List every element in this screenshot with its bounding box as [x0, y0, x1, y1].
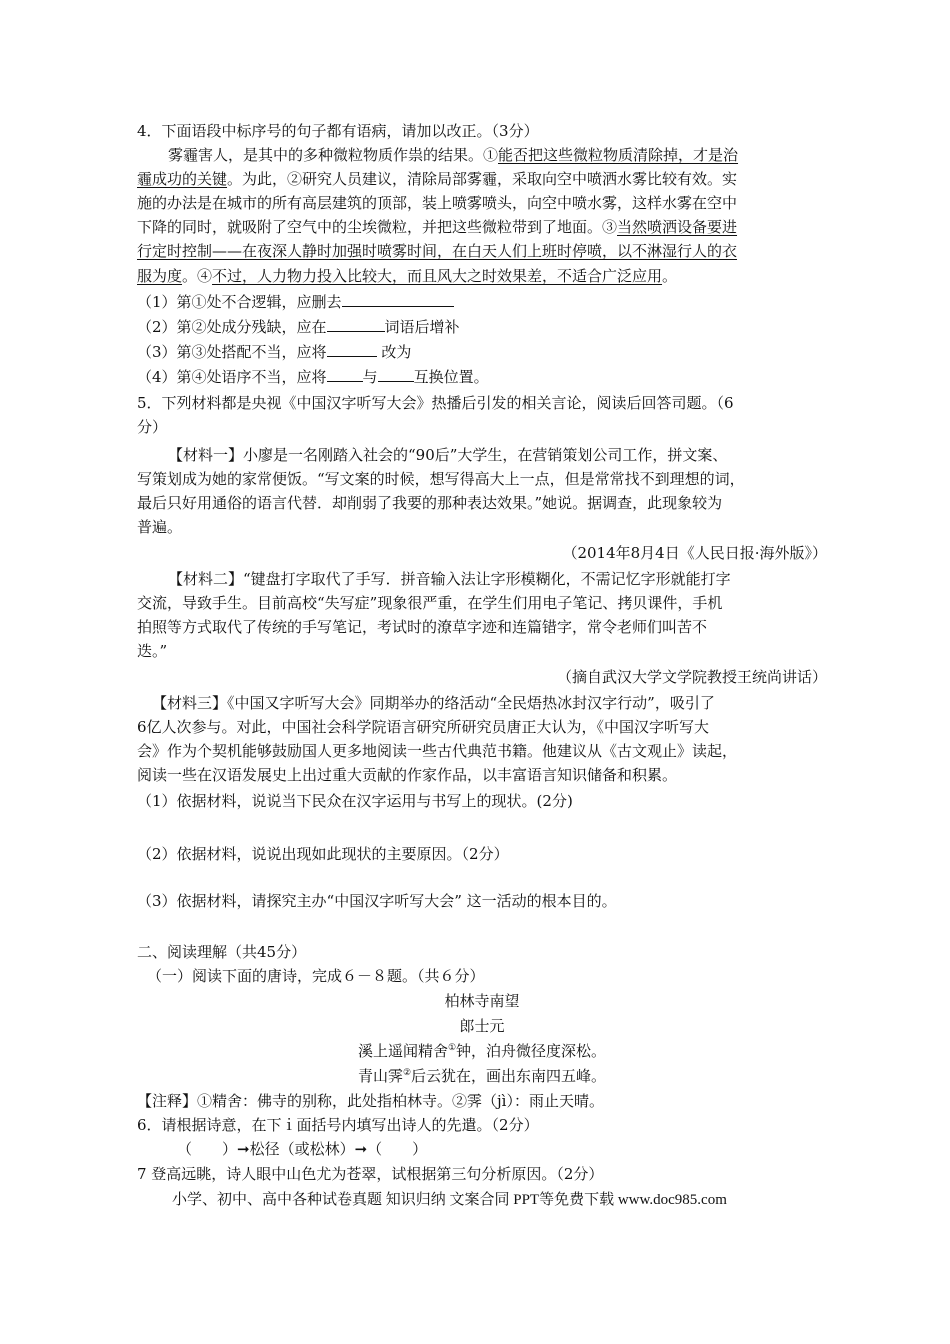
material-1-source: （2014年8月4日《人民日报·海外版》） — [562, 544, 827, 562]
q4-text: 雾霾害人，是其中的多种微粒物质作祟的结果。① — [168, 146, 499, 164]
poem-line-2: 青山霁②后云犹在，画出东南四五峰。 — [357, 1067, 607, 1085]
q5-subquestion-3: （3）依据材料，请探究主办“中国汉字听写大会” 这一活动的根本目的。 — [137, 892, 617, 910]
answer-blank[interactable] — [342, 292, 454, 307]
q4-passage-line-2 — [137, 168, 737, 190]
q4-underlined-sentence-1: 能否把这些微粒物质清除掉，才是治 — [498, 146, 739, 164]
q4-text: 。④ — [182, 267, 213, 285]
page-footer: 小学、初中、高中各种试卷真题 知识归纳 文案合同 PPT等免费下载 www.doc985.com — [172, 1192, 727, 1208]
material-1-line: 写策划成为她的家常便饭。“写文案的时候，想写得高大上一点，但是常常找不到理想的词， — [137, 470, 745, 488]
q4-subquestion-1: （1）第①处不合逻辑，应删去 — [137, 291, 454, 313]
material-3-line: 【材料三】《中国又字听写大会》同期举办的络活动“全民焐热冰封汉字行动”，吸引了 — [152, 694, 715, 712]
q4-underlined-sentence-3: 当然喷洒设备要进 — [617, 218, 738, 236]
material-2-line: 拍照等方式取代了传统的手写笔记，考试时的潦草字迹和连篇错字，常令老师们叫苦不 — [137, 618, 708, 636]
q4-subquestion-4: （4）第④处语序不当，应将 与 互换位置。 — [137, 368, 489, 386]
q5-subquestion-2: （2）依据材料，说说出现如此现状的主要原因。（2分） — [137, 845, 509, 863]
q4-text: 下降的同时，就吸附了空气中的尘埃微粒，并把这些微粒带到了地面。③ — [137, 218, 618, 236]
q5-title-cont: 分） — [137, 418, 168, 436]
material-2-source: （摘自武汉大学文学院教授王统尚讲话） — [556, 668, 827, 686]
answer-blank[interactable] — [327, 342, 377, 357]
q4-passage-line-4 — [137, 216, 737, 238]
footnote-marker: ① — [447, 1043, 457, 1053]
material-1-line: 最后只好用通俗的语言代替．却削弱了我要的那种表达效果。”她说。据调查，此现象较为 — [137, 494, 723, 512]
q4-passage-line-1 — [168, 144, 738, 166]
material-1-line: 【材料一】小廖是一名刚踏入社会的“90后”大学生，在营销策划公司工作，拼文案、 — [168, 446, 728, 464]
material-2-line: 【材料二】“键盘打字取代了手写．拼音输入法让字形模糊化，不需记忆字形就能打字 — [168, 570, 731, 588]
q4-passage-line-3: 施的办法是在城市的所有高层建筑的顶部，装上喷雾喷头，向空中喷水雾，这样水雾在空中 — [137, 194, 738, 212]
q5-subquestion-1: （1）依据材料，说说当下民众在汉字运用与书写上的现状。(2分) — [137, 792, 573, 810]
q7-title: 7 登高远眺，诗人眼中山色尤为苍翠，试根据第三句分析原因。（2分） — [137, 1165, 604, 1183]
material-3-line: 会》作为个契机能够鼓励国人更多地阅读一些古代典范书籍。他建议从《古文观止》读起， — [137, 742, 738, 760]
answer-blank[interactable] — [327, 317, 385, 332]
material-2-line: 交流，导致手生。目前高校“失写症”现象很严重，在学生们用电子笔记、拷贝课件，手机 — [137, 594, 723, 612]
answer-blank[interactable] — [378, 367, 414, 382]
q5-title: 5．下列材料都是央视《中国汉字听写大会》热播后引发的相关言论，阅读后回答司题。（6 — [137, 394, 734, 412]
q6-title: 6．请根据诗意，在下ｉ面括号内填写出诗人的先遣。（2分） — [137, 1116, 539, 1134]
poem-line-1: 溪上遥闻精舍①钟，泊舟微径度深松。 — [357, 1042, 607, 1060]
q6-answer-blanks[interactable]: （ ）➞松径（或松林）➞（ ） — [177, 1140, 428, 1158]
footnote-marker: ② — [402, 1068, 412, 1078]
q4-subquestion-2: （2）第②处成分残缺，应在 词语后增补 — [137, 318, 460, 336]
q4-passage-line-6 — [137, 265, 677, 287]
q4-underlined-sentence-3-end: 服为度 — [137, 267, 183, 285]
q4-text: 。为此，②研究人员建议，清除局部雾霾，采取向空中喷洒水雾比较有效。实 — [227, 170, 738, 188]
answer-blank[interactable] — [327, 367, 363, 382]
material-2-line: 迭。” — [137, 642, 168, 660]
material-3-line: 阅读一些在汉语发展史上出过重大贡献的作家作品，以丰富语言知识储备和积累。 — [137, 766, 678, 784]
q4-subquestion-3: （3）第③处搭配不当，应将 改为 — [137, 343, 412, 361]
section-heading: 二、阅读理解（共45分） — [137, 943, 307, 961]
q4-underlined-sentence-4: 不过，人力物力投入比较大，而且风大之时效果差，不适合广泛应用 — [212, 267, 663, 285]
poem-note: 【注释】①精舍：佛寺的别称，此处指柏林寺。②霁（jì）：雨止天晴。 — [137, 1092, 604, 1110]
material-3-line: 6亿人次参与。对此，中国社会科学院语言研究所研究员唐正大认为，《中国汉字听写大 — [137, 718, 710, 736]
q4-underlined-sentence-1-end: 霾成功的关键 — [137, 170, 228, 188]
q4-text: 。 — [662, 267, 678, 285]
subsection-heading: （一）阅读下面的唐诗，完成６－８题。（共６分） — [147, 967, 485, 985]
poem-author: 郎士元 — [459, 1017, 505, 1035]
poem-title: 柏林寺南望 — [444, 992, 520, 1010]
material-1-line: 普遍。 — [137, 518, 183, 536]
q4-passage-line-5: 行定时控制——在夜深人静时加强时喷雾时间，在白天人们上班时停喷，以不淋湿行人的衣 — [137, 242, 738, 260]
q4-title: 4．下面语段中标序号的句子都有语病，请加以改正。（3分） — [137, 122, 539, 140]
